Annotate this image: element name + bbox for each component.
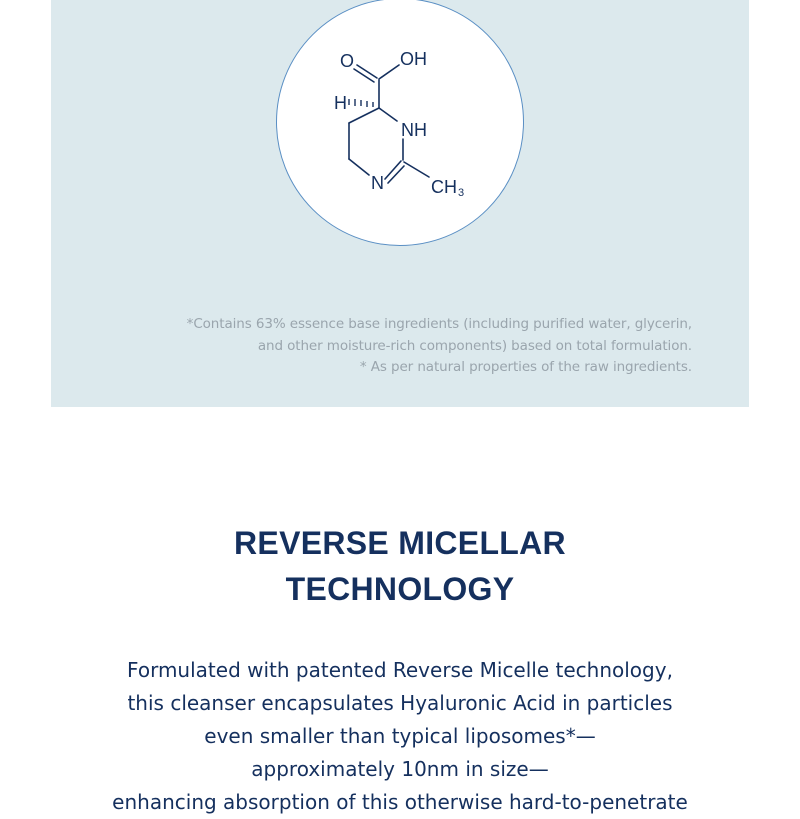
footnote-line: and other moisture-rich components) based on total formulation.: [257, 337, 692, 354]
hydroxyl-label: OH: [400, 49, 427, 69]
footnote-line: * As per natural properties of the raw ingredients.: [359, 359, 692, 375]
section-title: [0, 520, 800, 612]
hydrogen-label: H: [334, 93, 347, 113]
methyl-subscript: 3: [458, 187, 465, 199]
section-body: [0, 654, 800, 819]
nitrogen-label: N: [371, 173, 384, 193]
body-line: this cleanser encapsulates Hyaluronic Acid in particles: [127, 691, 673, 715]
methyl-label: CH: [431, 177, 457, 197]
oxygen-label: O: [340, 51, 355, 71]
body-line: approximately 10nm in size—: [251, 757, 549, 781]
footnote-line: *Contains 63% essence base ingredients (including purified water, glycerin,: [186, 316, 692, 332]
body-line: even smaller than typical liposomes*—: [204, 724, 596, 748]
nh-label: NH: [401, 120, 427, 140]
molecule-structure-diagram: [277, 0, 525, 247]
molecule-circle: [276, 0, 524, 246]
body-line: Formulated with patented Reverse Micelle technology,: [127, 658, 673, 682]
title-line: REVERSE MICELLAR: [234, 525, 566, 561]
body-line: enhancing absorption of this otherwise hard-to-penetrate: [112, 790, 688, 814]
title-line: TECHNOLOGY: [285, 571, 515, 607]
ingredient-footnotes: [132, 314, 692, 379]
